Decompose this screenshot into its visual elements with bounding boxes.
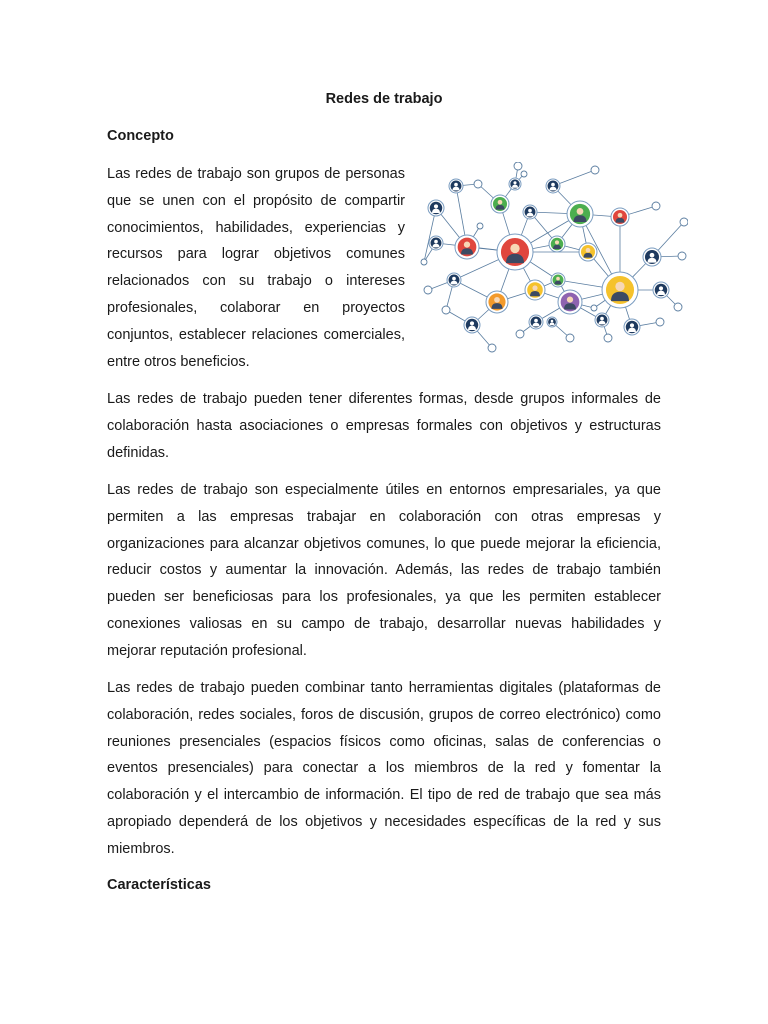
paragraph-2: Las redes de trabajo son especialmente útiles en entornos empresariales, ya que permiten a las empresas trabajar en colaboración con otras empresas y organizaciones para alcanzar objetivos comunes, lo que puede mejorar la eficiencia, reducir costos y aumentar la innovación. Además, las redes de trabajo también pueden ser beneficiosas para los profesionales, ya que les permiten establecer conexiones valiosas en su campo de trabajo, desarrollar nuevas habilidades y mejorar reputación profesional. <box>107 482 661 659</box>
page-title: Redes de trabajo <box>325 91 443 107</box>
paragraph-1: Las redes de trabajo pueden tener diferentes formas, desde grupos informales de colaboración hasta asociaciones o empresas formales con objetivos y estructuras definidas. <box>107 391 661 461</box>
paragraph-3: Las redes de trabajo pueden combinar tanto herramientas digitales (plataformas de colaboración, redes sociales, foros de discusión, grupos de correo electrónico) como reuniones presenciales (espacios físicos como oficinas, salas de conferencias o eventos presenciales) para conectar a los miembros de la red y fomentar la colaboración y el intercambio de información. El tipo de red de trabajo que sea más apropiado dependerá de los objetivos y necesidades específicas de la red y sus miembros. <box>107 680 661 857</box>
people-network-icon <box>420 162 688 358</box>
intro-paragraph: Las redes de trabajo son grupos de personas que se unen con el propósito de compartir conocimientos, habilidades, experiencias y recursos para lograr objetivos comunes relacionados con su trabajo o intereses profesionales, colaborar en proyectos conjuntos, establecer relaciones comerciales, entre otros beneficios. <box>107 166 405 370</box>
heading-concepto: Concepto <box>107 128 174 144</box>
heading-caracteristicas: Características <box>107 877 211 893</box>
